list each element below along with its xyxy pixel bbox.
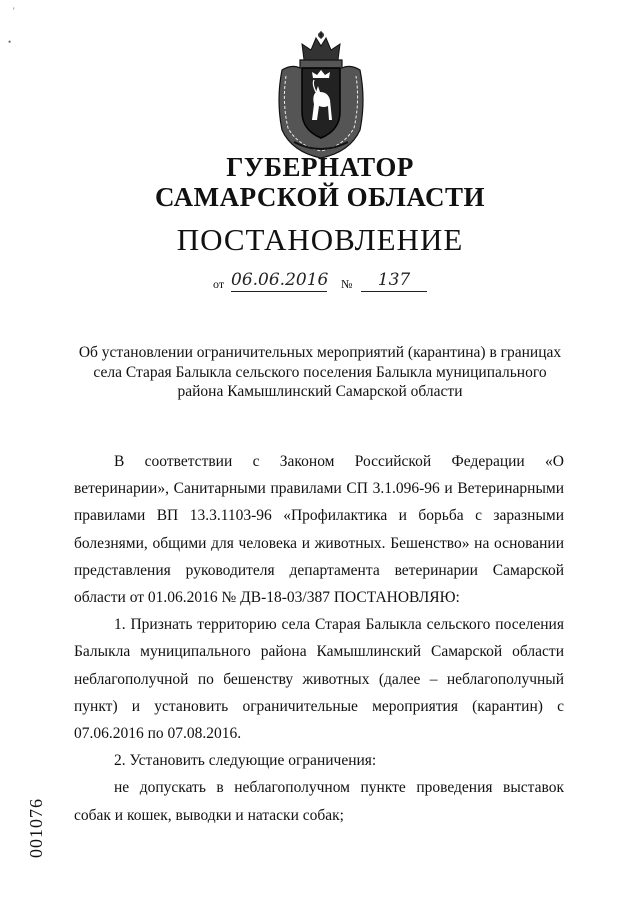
- decree-subject: Об установлении ограничительных мероприятий (карантина) в границах села Старая Балыкла сельского поселения Балыкла муниципального района Камышлинский Самарской области: [78, 344, 562, 400]
- date-number-line: [213, 270, 453, 292]
- handwritten-number: 137: [361, 270, 427, 292]
- registration-stamp-number: 001076: [26, 798, 46, 858]
- date-label: от: [213, 277, 225, 291]
- paragraph-preamble: В соответствии с Законом Российской Федерации «О ветеринарии», Санитарными правилами СП 3.1.096-96 и Ветеринарными правилами ВП 13.3.1103-96 «Профилактика и борьба с заразными болезнями, общими для человека и животных. Бешенство» на основании представления руководителя департамента ветеринарии Самарской области от 01.06.2016 № ДВ-18-03/387 ПОСТАНОВЛЯЮ:: [74, 453, 564, 607]
- scan-mark: •: [8, 37, 12, 47]
- document-type-heading: ПОСТАНОВЛЕНИЕ: [176, 222, 464, 257]
- paragraph-restriction: не допускать в неблагополучном пункте проведения выставок собак и кошек, выводки и натаски собак;: [74, 779, 564, 824]
- samara-coat-of-arms-icon: [272, 30, 370, 160]
- handwritten-date: 06.06.2016: [231, 270, 329, 290]
- paragraph-item-2: 2. Установить следующие ограничения:: [114, 752, 377, 770]
- scan-mark: ': [13, 6, 15, 16]
- decree-body: [74, 448, 564, 829]
- issuer-region: САМАРСКОЙ ОБЛАСТИ: [154, 182, 486, 212]
- paragraph-item-1: 1. Признать территорию села Старая Балыкла сельского поселения Балыкла муниципального района Камышлинский Самарской области неблагополучной по бешенству животных (далее – неблагополучный пункт) и установить ограничительные мероприятия (карантин) с 07.06.2016 по 07.08.2016.: [74, 616, 564, 743]
- number-label: №: [341, 277, 353, 291]
- issuer-title: ГУБЕРНАТОР: [226, 152, 414, 182]
